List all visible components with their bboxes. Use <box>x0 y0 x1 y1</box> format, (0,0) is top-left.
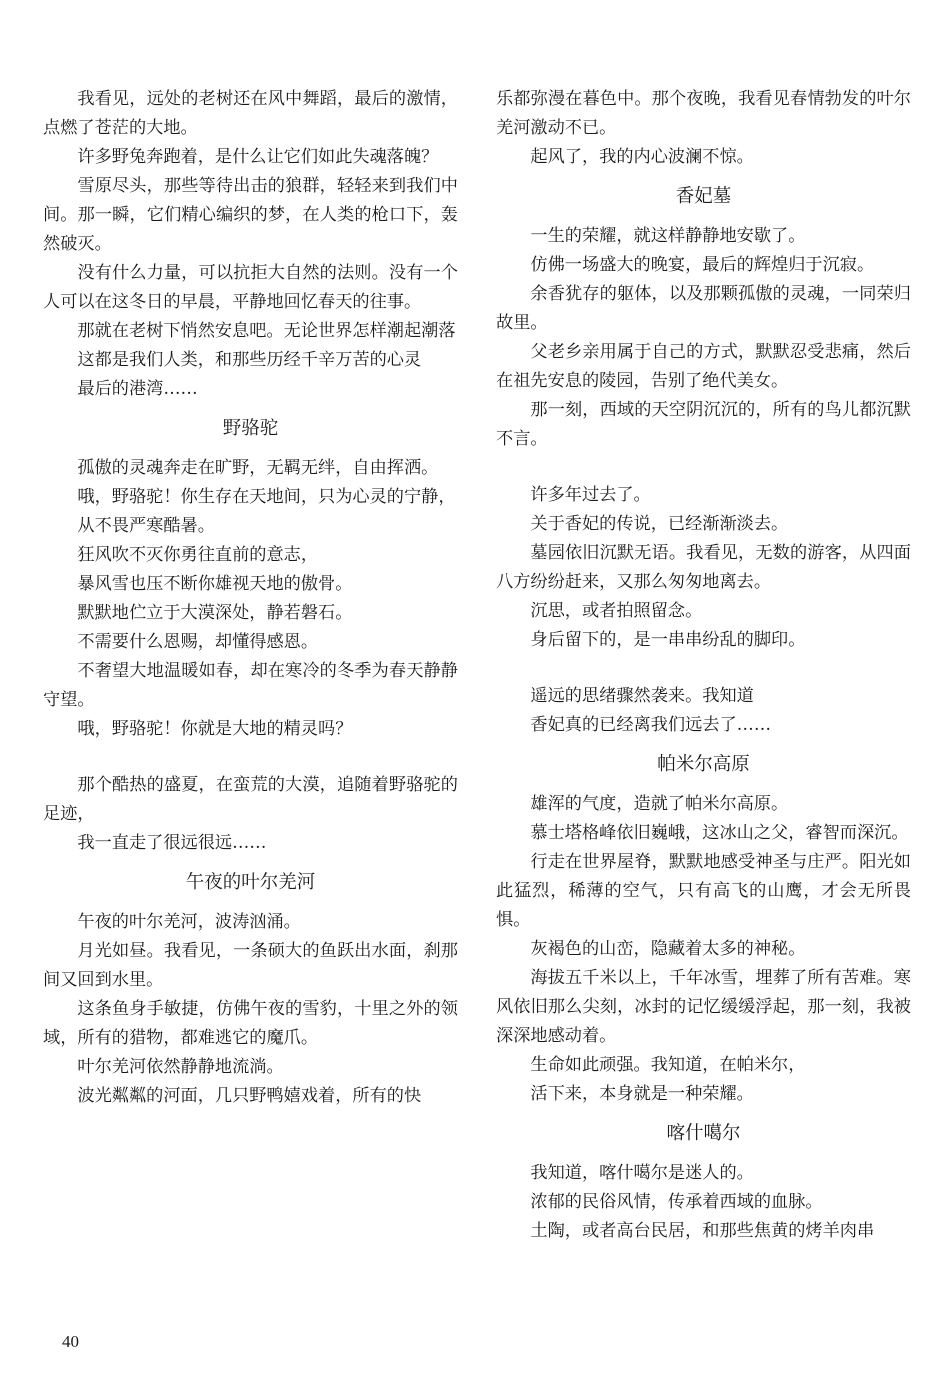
paragraph: 默默地伫立于大漠深处，静若磐石。 <box>77 603 353 623</box>
section-heading: 午夜的叶尔羌河 <box>185 872 316 893</box>
paragraph: 生命如此顽强。我知道，在帕米尔， <box>530 1055 806 1075</box>
paragraph: 许多年过去了。 <box>530 485 651 505</box>
paragraph-gap <box>496 454 911 481</box>
paragraph: 月光如昼。我看见，一条硕大的鱼跃出水面，刹那间又回到水里。 <box>43 941 458 990</box>
paragraph: 行走在世界屋脊，默默地感受神圣与庄严。阳光如此猛烈，稀薄的空气，只有高飞的山鹰，才会无所畏惧。 <box>496 852 911 930</box>
paragraph: 哦，野骆驼！你生存在天地间，只为心灵的宁静， <box>77 487 456 507</box>
paragraph: 哦，野骆驼！你就是大地的精灵吗？ <box>77 719 353 739</box>
paragraph: 这都是我们人类，和那些历经千辛万苦的心灵 <box>77 350 422 370</box>
right-column <box>496 85 911 1246</box>
continued-paragraph: 乐都弥漫在暮色中。那个夜晚，我看见春情勃发的叶尔羌河激动不已。 <box>496 89 911 138</box>
paragraph: 香妃真的已经离我们远去了…… <box>530 715 772 735</box>
section-heading: 帕米尔高原 <box>657 754 750 775</box>
paragraph: 那一刻，西域的天空阴沉沉的，所有的鸟儿都沉默不言。 <box>496 400 911 449</box>
paragraph: 那个酷热的盛夏，在蛮荒的大漠，追随着野骆驼的足迹， <box>43 775 458 824</box>
paragraph: 那就在老树下悄然安息吧。无论世界怎样潮起潮落 <box>77 321 456 341</box>
left-column <box>43 85 458 1111</box>
paragraph: 浓郁的民俗风情，传承着西域的血脉。 <box>530 1192 823 1212</box>
paragraph: 没有什么力量，可以抗拒大自然的法则。没有一个人可以在这冬日的早晨，平静地回忆春天的往事。 <box>43 263 458 312</box>
paragraph: 许多野兔奔跑着，是什么让它们如此失魂落魄？ <box>77 147 439 167</box>
paragraph: 孤傲的灵魂奔走在旷野，无羁无绊，自由挥洒。 <box>77 458 439 478</box>
paragraph: 我一直走了很远很远…… <box>77 833 267 853</box>
paragraph: 父老乡亲用属于自己的方式，默默忍受悲痛，然后在祖先安息的陵园，告别了绝代美女。 <box>496 342 911 391</box>
paragraph: 仿佛一场盛大的晚宴，最后的辉煌归于沉寂。 <box>530 255 875 275</box>
paragraph: 从不畏严寒酷暑。 <box>77 516 215 536</box>
paragraph: 余香犹存的躯体，以及那颗孤傲的灵魂，一同荣归故里。 <box>496 284 911 333</box>
section-heading: 喀什噶尔 <box>666 1123 741 1144</box>
page-number: 40 <box>62 1332 79 1351</box>
paragraph-gap <box>496 655 911 682</box>
section-heading: 香妃墓 <box>675 186 732 207</box>
paragraph: 关于香妃的传说，已经渐渐淡去。 <box>530 514 789 534</box>
paragraph: 慕士塔格峰依旧巍峨，这冰山之父，睿智而深沉。 <box>530 823 909 843</box>
paragraph: 暴风雪也压不断你雄视天地的傲骨。 <box>77 574 353 594</box>
paragraph: 午夜的叶尔羌河，波涛汹涌。 <box>77 912 301 932</box>
section-heading: 野骆驼 <box>222 418 279 439</box>
paragraph: 墓园依旧沉默无语。我看见，无数的游客，从四面八方纷纷赶来，又那么匆匆地离去。 <box>496 543 911 592</box>
paragraph-gap <box>43 744 458 771</box>
paragraph: 波光粼粼的河面，几只野鸭嬉戏着，所有的快 <box>77 1086 422 1106</box>
paragraph: 灰褐色的山峦，隐藏着太多的神秘。 <box>530 939 806 959</box>
paragraph: 起风了，我的内心波澜不惊。 <box>530 147 754 167</box>
paragraph: 最后的港湾…… <box>77 379 198 399</box>
paragraph: 沉思，或者拍照留念。 <box>530 601 703 621</box>
paragraph: 活下来，本身就是一种荣耀。 <box>530 1084 754 1104</box>
paragraph: 我看见，远处的老树还在风中舞蹈，最后的激情，点燃了苍茫的大地。 <box>43 89 458 138</box>
paragraph: 身后留下的，是一串串纷乱的脚印。 <box>530 630 806 650</box>
paragraph: 雪原尽头，那些等待出击的狼群，轻轻来到我们中间。那一瞬，它们精心编织的梦，在人类的枪口下，轰然破灭。 <box>43 176 458 254</box>
paragraph: 叶尔羌河依然静静地流淌。 <box>77 1057 284 1077</box>
paragraph: 雄浑的气度，造就了帕米尔高原。 <box>530 794 789 814</box>
paragraph: 海拔五千米以上，千年冰雪，埋葬了所有苦难。寒风依旧那么尖刻，冰封的记忆缓缓浮起，那一刻，我被深深地感动着。 <box>496 968 911 1046</box>
paragraph: 一生的荣耀，就这样静静地安歇了。 <box>530 226 806 246</box>
paragraph: 不需要什么恩赐，却懂得感恩。 <box>77 632 319 652</box>
paragraph: 遥远的思绪骤然袭来。我知道 <box>530 686 754 706</box>
paragraph: 这条鱼身手敏捷，仿佛午夜的雪豹，十里之外的领域，所有的猎物，都难逃它的魔爪。 <box>43 999 458 1048</box>
paragraph: 不奢望大地温暖如春，却在寒冷的冬季为春天静静守望。 <box>43 661 458 710</box>
paragraph: 土陶，或者高台民居，和那些焦黄的烤羊肉串 <box>530 1221 875 1241</box>
paragraph: 狂风吹不灭你勇往直前的意志， <box>77 545 319 565</box>
paragraph: 我知道，喀什噶尔是迷人的。 <box>530 1163 754 1183</box>
